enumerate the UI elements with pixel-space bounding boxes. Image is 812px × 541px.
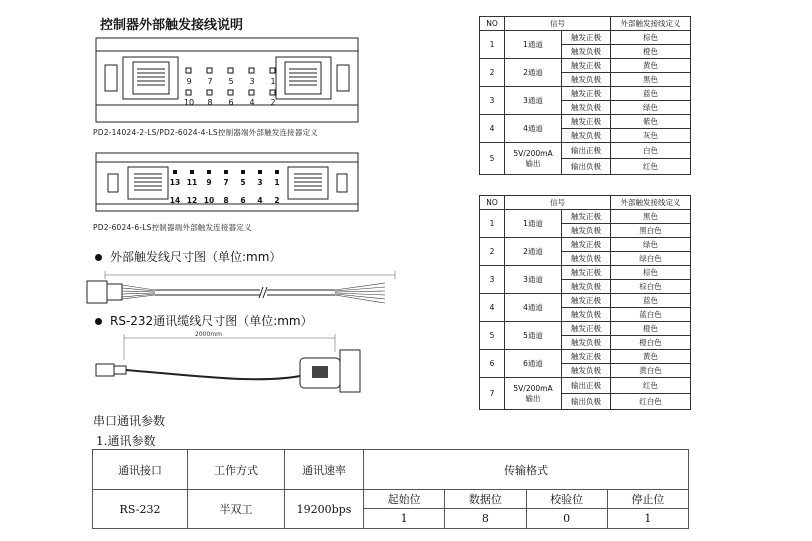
- pin-row-color: 橙色: [611, 45, 691, 59]
- pin-label: 10: [203, 196, 215, 205]
- header-interface: 通讯接口: [93, 450, 188, 490]
- pin-row-color: 棕白色: [611, 280, 691, 294]
- pin-label: 4: [249, 98, 255, 107]
- pin-row-color: 蓝白色: [611, 308, 691, 322]
- pin-row-signal: 触发正极: [562, 87, 611, 101]
- serial-subtitle: 1.通讯参数: [96, 434, 156, 448]
- pin-row-signal: 输出负极: [562, 159, 611, 175]
- pin-row-signal: 触发负极: [562, 129, 611, 143]
- pin-table-header: 外部触发接线定义: [611, 17, 691, 31]
- pin-row-signal: 触发负极: [562, 364, 611, 378]
- pin-row-channel: 3通道: [505, 87, 562, 115]
- pin-row-channel: 6通道: [505, 350, 562, 378]
- pin-row-color: 黄白色: [611, 364, 691, 378]
- connector-2-caption: PD2-6024-6-LS控制器端外部触发连接器定义: [93, 223, 252, 232]
- pin-definition-table-1: [479, 16, 691, 175]
- header-start-bit: 起始位: [364, 490, 445, 509]
- comm-params-table: [92, 449, 689, 529]
- pin-row-no: 5: [480, 143, 505, 175]
- pin-row-signal: 触发正极: [562, 322, 611, 336]
- pin-label: 8: [223, 196, 229, 205]
- page-title: 控制器外部触发接线说明: [100, 18, 244, 33]
- pin-row-signal: 触发负极: [562, 280, 611, 294]
- pin-row-channel: 4通道: [505, 115, 562, 143]
- pin-row-color: 橙白色: [611, 336, 691, 350]
- pin-table-header: NO: [480, 196, 505, 210]
- header-stop-bit: 停止位: [607, 490, 688, 509]
- pin-row-no: 1: [480, 210, 505, 238]
- pin-row-color: 黄色: [611, 59, 691, 73]
- pin-row-color: 紫色: [611, 115, 691, 129]
- connector-1-diagram: [93, 35, 361, 125]
- cell-data-bit: 8: [445, 509, 526, 529]
- pin-row-signal: 触发负极: [562, 224, 611, 238]
- pin-label: 1: [270, 77, 276, 86]
- pin-table-header: 信号: [505, 17, 611, 31]
- cell-start-bit: 1: [364, 509, 445, 529]
- pin-label: 1: [274, 178, 280, 187]
- pin-row-color: 绿色: [611, 238, 691, 252]
- pin-row-channel: 5V/200mA 输出: [505, 378, 562, 410]
- pin-row-color: 绿白色: [611, 252, 691, 266]
- pin-row-no: 4: [480, 115, 505, 143]
- header-data-bit: 数据位: [445, 490, 526, 509]
- pin-row-signal: 触发负极: [562, 336, 611, 350]
- pin-row-no: 1: [480, 31, 505, 59]
- pin-label: 3: [249, 77, 255, 86]
- cell-mode: 半双工: [188, 490, 285, 529]
- pin-row-signal: 触发正极: [562, 266, 611, 280]
- cell-rate: 19200bps: [285, 490, 364, 529]
- pin-row-signal: 触发负极: [562, 101, 611, 115]
- pin-label: 3: [257, 178, 263, 187]
- pin-row-no: 6: [480, 350, 505, 378]
- header-parity-bit: 校验位: [526, 490, 607, 509]
- bullet-icon: [95, 254, 102, 261]
- connector-2-diagram: [93, 150, 361, 216]
- section-rs232-heading: RS-232通讯缆线尺寸图（单位:mm）: [95, 312, 313, 329]
- pin-row-color: 橙色: [611, 322, 691, 336]
- pin-row-color: 黑白色: [611, 224, 691, 238]
- pin-row-color: 蓝色: [611, 294, 691, 308]
- pin-row-color: 红色: [611, 378, 691, 394]
- pin-label: 5: [240, 178, 246, 187]
- pin-label: 9: [206, 178, 212, 187]
- pin-row-channel: 2通道: [505, 238, 562, 266]
- pin-row-signal: 输出正极: [562, 143, 611, 159]
- cell-interface: RS-232: [93, 490, 188, 529]
- pin-row-channel: 5通道: [505, 322, 562, 350]
- section-trigger-heading: 外部触发线尺寸图（单位:mm）: [95, 248, 281, 265]
- pin-row-signal: 触发正极: [562, 59, 611, 73]
- pin-row-signal: 触发负极: [562, 45, 611, 59]
- header-format: 传输格式: [364, 450, 689, 490]
- pin-table-header: NO: [480, 17, 505, 31]
- pin-row-no: 7: [480, 378, 505, 410]
- pin-row-signal: 触发负极: [562, 73, 611, 87]
- connector-1-caption: PD2-14024-2-LS/PD2-6024-4-LS控制器端外部触发连接器定义: [93, 128, 318, 137]
- pin-row-color: 棕色: [611, 266, 691, 280]
- header-mode: 工作方式: [188, 450, 285, 490]
- pin-row-color: 黑色: [611, 210, 691, 224]
- pin-row-channel: 1通道: [505, 210, 562, 238]
- pin-label: 2: [270, 98, 276, 107]
- pin-row-channel: 1通道: [505, 31, 562, 59]
- pin-row-signal: 触发正极: [562, 210, 611, 224]
- pin-row-color: 黄色: [611, 350, 691, 364]
- pin-row-no: 3: [480, 87, 505, 115]
- bullet-icon: [95, 318, 102, 325]
- pin-row-channel: 2通道: [505, 59, 562, 87]
- pin-row-no: 4: [480, 294, 505, 322]
- pin-row-signal: 输出正极: [562, 378, 611, 394]
- pin-row-color: 红白色: [611, 394, 691, 410]
- cell-parity-bit: 0: [526, 509, 607, 529]
- pin-table-header: 外部触发接线定义: [611, 196, 691, 210]
- pin-row-signal: 触发正极: [562, 31, 611, 45]
- pin-label: 6: [228, 98, 234, 107]
- pin-row-color: 黑色: [611, 73, 691, 87]
- pin-label: 9: [186, 77, 192, 86]
- pin-row-channel: 4通道: [505, 294, 562, 322]
- pin-row-color: 红色: [611, 159, 691, 175]
- pin-row-no: 3: [480, 266, 505, 294]
- pin-row-no: 2: [480, 238, 505, 266]
- pin-row-no: 5: [480, 322, 505, 350]
- pin-row-color: 绿色: [611, 101, 691, 115]
- pin-label: 7: [223, 178, 229, 187]
- pin-row-signal: 触发正极: [562, 350, 611, 364]
- rs232-cable-diagram: [90, 330, 390, 398]
- pin-label: 8: [207, 98, 213, 107]
- pin-row-signal: 触发正极: [562, 294, 611, 308]
- pin-label: 4: [257, 196, 263, 205]
- pin-definition-table-2: [479, 195, 691, 410]
- pin-label: 2: [274, 196, 280, 205]
- pin-row-channel: 3通道: [505, 266, 562, 294]
- cell-stop-bit: 1: [607, 509, 688, 529]
- pin-row-color: 蓝色: [611, 87, 691, 101]
- pin-label: 10: [183, 98, 195, 107]
- pin-row-no: 2: [480, 59, 505, 87]
- pin-row-signal: 触发正极: [562, 115, 611, 129]
- pin-row-signal: 触发正极: [562, 238, 611, 252]
- pin-label: 12: [186, 196, 198, 205]
- trigger-cable-diagram: [85, 265, 415, 315]
- pin-label: 14: [169, 196, 181, 205]
- pin-row-signal: 触发负极: [562, 308, 611, 322]
- pin-label: 13: [169, 178, 181, 187]
- pin-row-color: 白色: [611, 143, 691, 159]
- pin-row-color: 棕色: [611, 31, 691, 45]
- pin-row-channel: 5V/200mA 输出: [505, 143, 562, 175]
- dimension-label: 2000mm: [195, 331, 222, 338]
- pin-row-color: 灰色: [611, 129, 691, 143]
- pin-label: 6: [240, 196, 246, 205]
- header-rate: 通讯速率: [285, 450, 364, 490]
- pin-table-header: 信号: [505, 196, 611, 210]
- pin-label: 7: [207, 77, 213, 86]
- pin-row-signal: 触发负极: [562, 252, 611, 266]
- pin-label: 11: [186, 178, 198, 187]
- serial-title: 串口通讯参数: [93, 414, 166, 428]
- pin-label: 5: [228, 77, 234, 86]
- pin-row-signal: 输出负极: [562, 394, 611, 410]
